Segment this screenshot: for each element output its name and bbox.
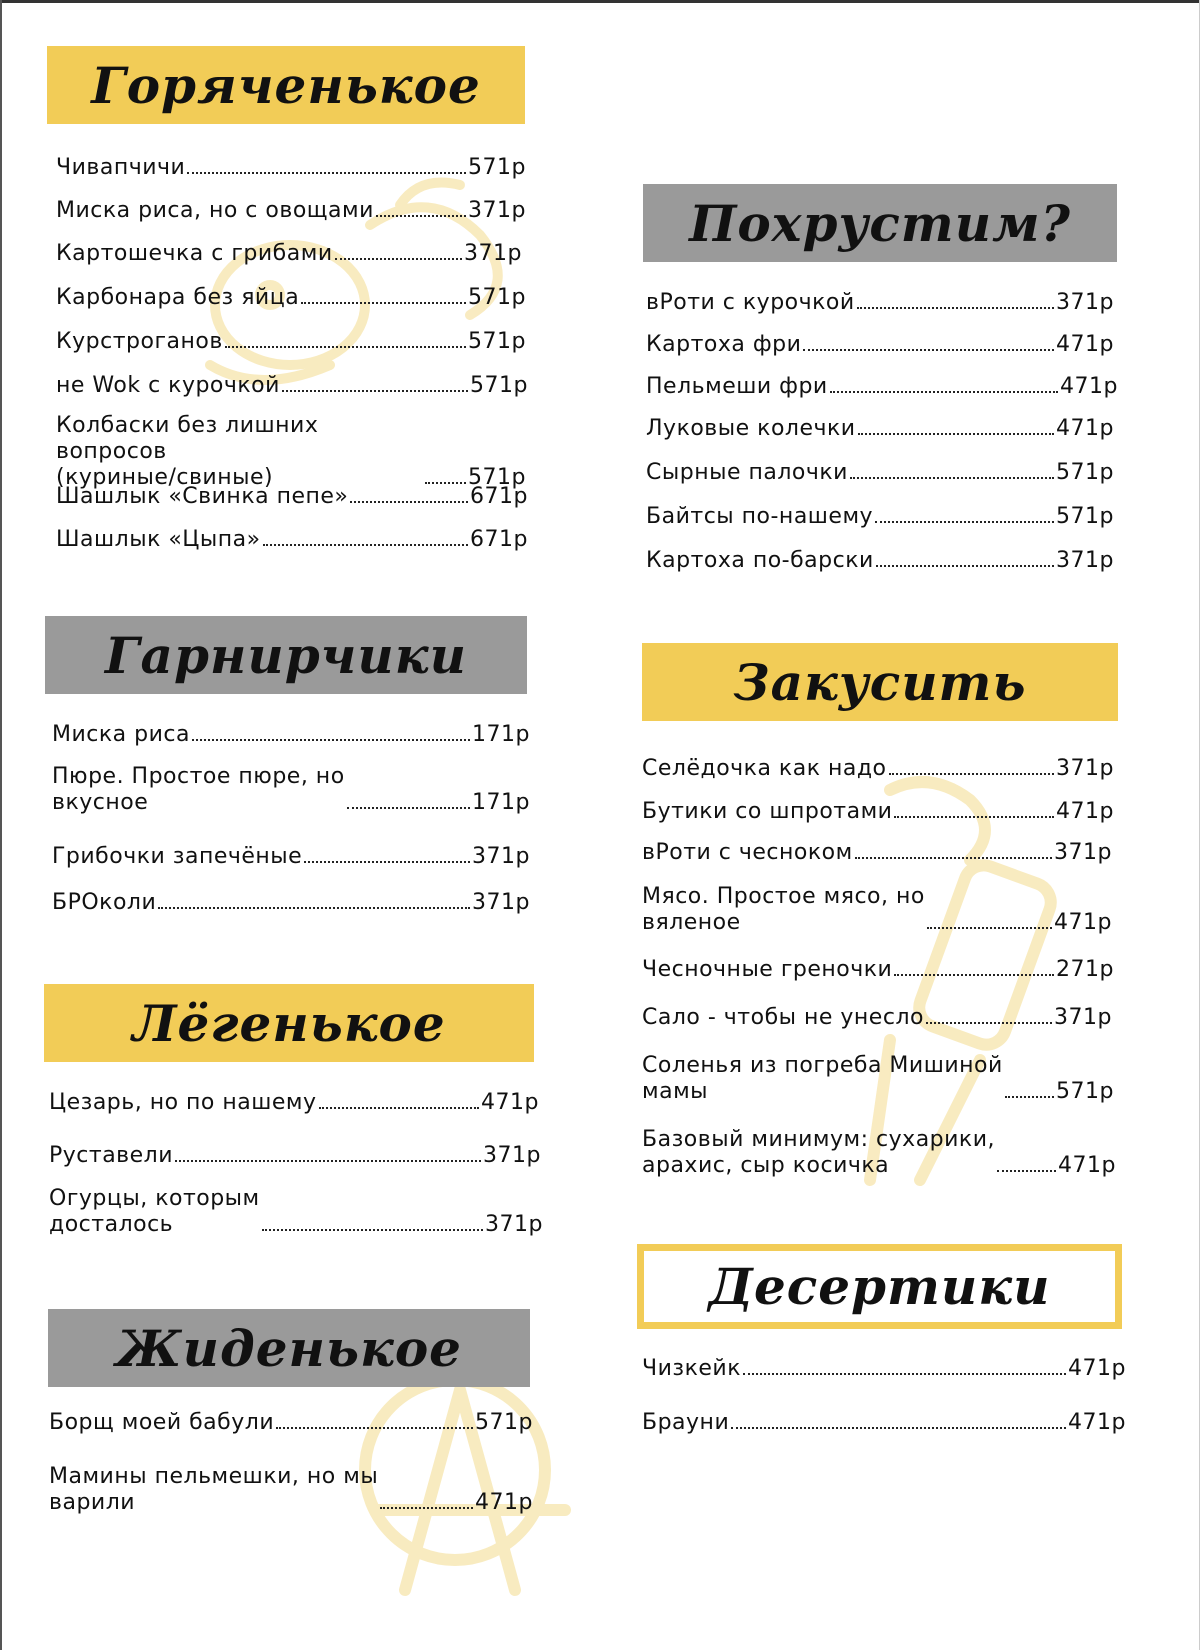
menu-item: [646, 504, 1114, 530]
menu-item: [646, 290, 1114, 316]
dot-leader: [803, 349, 1054, 351]
dot-leader: [927, 927, 1052, 929]
dot-leader: [894, 974, 1054, 976]
item-price: 471р: [1056, 799, 1114, 824]
item-price: 371р: [1056, 290, 1114, 315]
item-price: 371р: [485, 1212, 543, 1237]
item-name: не Wok с курочкой: [56, 373, 280, 398]
page-left-border: [0, 0, 2, 1650]
item-name: Картошечка с грибами: [56, 241, 333, 266]
dot-leader: [830, 391, 1058, 393]
item-price: 571р: [468, 465, 526, 490]
item-price: 471р: [1060, 374, 1118, 399]
item-price: 471р: [1068, 1410, 1126, 1435]
item-name: Селёдочка как надо: [642, 756, 887, 781]
dot-leader: [997, 1170, 1056, 1172]
item-name: Картоха фри: [646, 332, 802, 357]
menu-item: [49, 1464, 533, 1516]
dot-leader: [301, 302, 466, 304]
dot-leader: [876, 565, 1054, 567]
dot-leader: [319, 1107, 479, 1109]
dot-leader: [380, 1507, 473, 1509]
item-name: Бутики со шпротами: [642, 799, 893, 824]
dot-leader: [187, 172, 466, 174]
menu-item: [642, 840, 1112, 866]
item-name: Курстроганов: [56, 329, 223, 354]
dot-leader: [192, 739, 470, 741]
item-name: Чесночные греночки: [642, 957, 893, 982]
menu-item: [642, 1127, 1116, 1179]
menu-item: [49, 1143, 541, 1169]
item-name: вРоти с курочкой: [646, 290, 855, 315]
item-name: Сырные палочки: [646, 460, 848, 485]
item-name: Шашлык «Свинка пепе»: [56, 484, 349, 509]
item-name: Брауни: [642, 1410, 730, 1435]
dot-leader: [175, 1160, 481, 1162]
menu-item: [52, 764, 530, 816]
item-price: 471р: [1056, 416, 1114, 441]
item-name: Колбаски без лишних вопросов (куриные/свиные): [56, 413, 319, 490]
item-price: 471р: [1054, 910, 1112, 935]
menu-item: [646, 332, 1114, 358]
dot-leader: [376, 215, 466, 217]
item-price: 571р: [1056, 1079, 1114, 1104]
menu-item: [52, 844, 530, 870]
menu-item: [646, 374, 1118, 400]
item-price: 571р: [475, 1410, 533, 1435]
dot-leader: [347, 807, 470, 809]
section-title-hot: Горяченькое: [91, 55, 481, 115]
menu-item: [56, 484, 528, 510]
item-price: 371р: [1056, 756, 1114, 781]
dot-leader: [282, 390, 468, 392]
item-name: Чивапчичи: [56, 155, 186, 180]
menu-item: [49, 1090, 539, 1116]
page-top-border: [0, 0, 1200, 3]
menu-item: [642, 1005, 1112, 1031]
dot-leader: [731, 1427, 1066, 1429]
dot-leader: [855, 857, 1052, 859]
dot-leader: [889, 773, 1055, 775]
item-name: Руставели: [49, 1143, 174, 1168]
dot-leader: [263, 544, 468, 546]
menu-item: [56, 329, 526, 355]
dot-leader: [225, 346, 466, 348]
menu-item: [49, 1186, 543, 1238]
menu-item: [56, 527, 528, 553]
menu-item: [646, 460, 1114, 486]
item-name: БРОколи: [52, 890, 157, 915]
item-price: 371р: [472, 890, 530, 915]
item-name: Сало - чтобы не унесло: [642, 1005, 924, 1030]
section-title-snack: Закусить: [733, 652, 1027, 712]
item-name: Огурцы, которым досталось: [49, 1186, 260, 1237]
dot-leader: [894, 816, 1054, 818]
item-name: Байтсы по-нашему: [646, 504, 874, 529]
item-price: 571р: [1056, 460, 1114, 485]
item-name: Луковые колечки: [646, 416, 856, 441]
section-title-crunch: Похрустим?: [689, 193, 1071, 253]
item-price: 171р: [472, 790, 530, 815]
menu-item: [56, 155, 526, 181]
section-title-garnish: Гарнирчики: [105, 625, 467, 685]
item-price: 371р: [1054, 1005, 1112, 1030]
item-price: 471р: [1058, 1153, 1116, 1178]
item-price: 271р: [1056, 957, 1114, 982]
menu-item: [56, 285, 526, 311]
item-name: Мамины пельмешки, но мы варили: [49, 1464, 379, 1515]
section-banner-snack: [642, 643, 1118, 721]
menu-item: [642, 884, 1112, 936]
item-name: Грибочки запечёные: [52, 844, 303, 869]
section-title-dessert: Десертики: [708, 1257, 1051, 1316]
dot-leader: [158, 907, 470, 909]
dot-leader: [857, 307, 1054, 309]
item-name: Цезарь, но по нашему: [49, 1090, 317, 1115]
dot-leader: [350, 501, 468, 503]
dot-leader: [858, 433, 1054, 435]
section-banner-garnish: [45, 616, 527, 694]
item-price: 371р: [468, 198, 526, 223]
item-price: 671р: [470, 527, 528, 552]
dot-leader: [926, 1022, 1052, 1024]
section-banner-crunch: [643, 184, 1117, 262]
item-price: 571р: [1056, 504, 1114, 529]
item-price: 371р: [1054, 840, 1112, 865]
dot-leader: [743, 1373, 1066, 1375]
item-name: Соленья из погреба Мишиной мамы: [642, 1053, 1003, 1104]
section-title-light: Лёгенькое: [132, 993, 446, 1053]
menu-item: [56, 373, 528, 399]
item-price: 671р: [470, 484, 528, 509]
item-name: Борщ моей бабули: [49, 1410, 275, 1435]
item-price: 171р: [472, 722, 530, 747]
section-banner-light: [44, 984, 534, 1062]
item-price: 371р: [472, 844, 530, 869]
item-name: Миска риса, но с овощами: [56, 198, 374, 223]
item-price: 571р: [470, 373, 528, 398]
item-name: вРоти с чесноком: [642, 840, 853, 865]
menu-item: [642, 756, 1114, 782]
menu-item: [56, 198, 526, 224]
item-name: Картоха по-барски: [646, 548, 874, 573]
dot-leader: [276, 1427, 473, 1429]
menu-item: [52, 890, 530, 916]
item-name: Шашлык «Цыпа»: [56, 527, 261, 552]
dot-leader: [850, 477, 1054, 479]
item-name: Базовый минимум: сухарики, арахис, сыр косичка: [642, 1127, 996, 1178]
item-name: Карбонара без яйца: [56, 285, 300, 310]
menu-item: [642, 1356, 1126, 1382]
item-name: Пюре. Простое пюре, но вкусное: [52, 764, 345, 815]
item-price: 571р: [468, 329, 526, 354]
item-price: 371р: [1056, 548, 1114, 573]
item-price: 371р: [464, 241, 522, 266]
menu-item: [52, 722, 530, 748]
menu-item: [642, 1053, 1114, 1105]
dot-leader: [335, 258, 462, 260]
dot-leader: [304, 861, 470, 863]
item-price: 571р: [468, 285, 526, 310]
menu-item: [646, 548, 1114, 574]
menu-item: [646, 416, 1114, 442]
menu-item: [642, 799, 1114, 825]
item-price: 471р: [1056, 332, 1114, 357]
dot-leader: [262, 1229, 483, 1231]
menu-item: [642, 957, 1114, 983]
item-name: Мясо. Простое мясо, но вяленое: [642, 884, 925, 935]
item-price: 471р: [475, 1490, 533, 1515]
section-banner-liquid: [48, 1309, 530, 1387]
menu-item: [642, 1410, 1126, 1436]
section-banner-dessert: [637, 1244, 1122, 1329]
item-price: 471р: [1068, 1356, 1126, 1381]
section-title-liquid: Жиденькое: [116, 1318, 462, 1378]
item-name: Пельмеши фри: [646, 374, 828, 399]
item-name: Миска риса: [52, 722, 190, 747]
menu-item: [56, 241, 522, 267]
dot-leader: [1005, 1096, 1054, 1098]
dot-leader: [875, 521, 1054, 523]
item-price: 371р: [483, 1143, 541, 1168]
menu-item: [56, 413, 526, 491]
item-price: 471р: [481, 1090, 539, 1115]
section-banner-hot: [47, 46, 525, 124]
item-price: 571р: [468, 155, 526, 180]
item-name: Чизкейк: [642, 1356, 741, 1381]
menu-item: [49, 1410, 533, 1436]
